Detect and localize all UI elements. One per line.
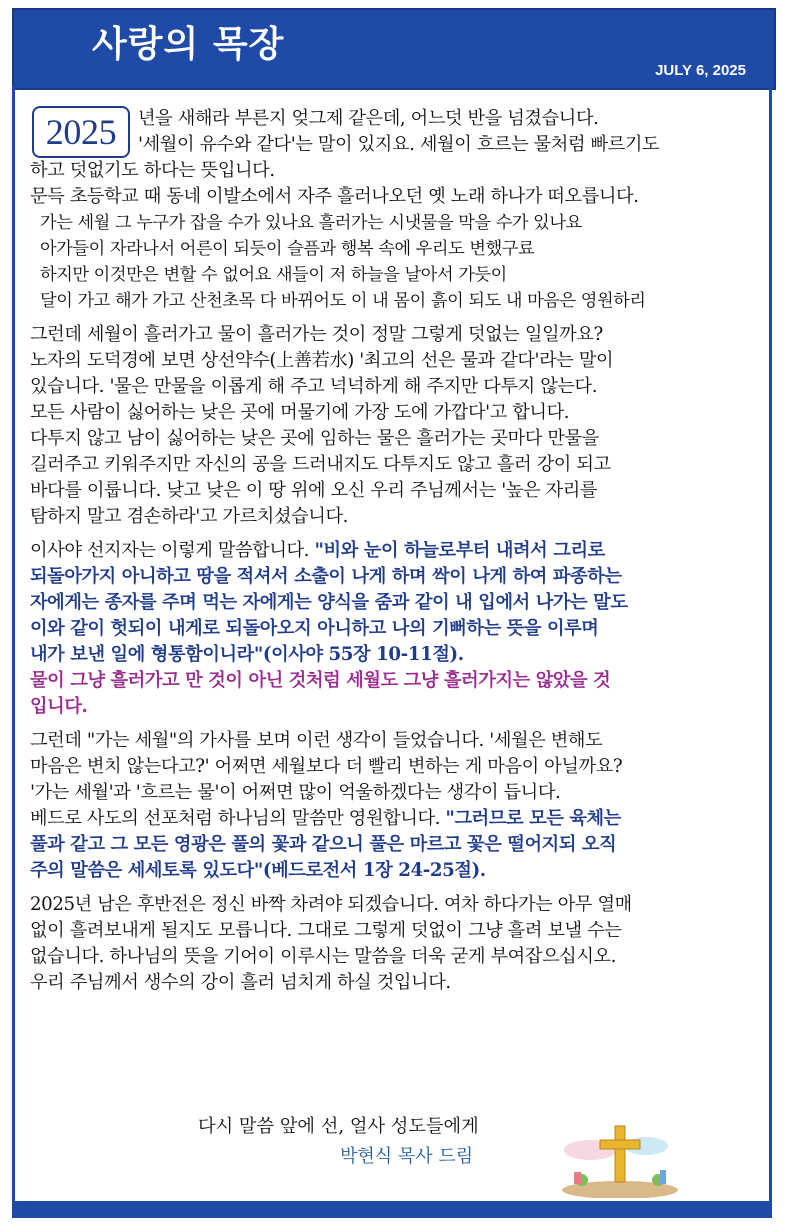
body-line: 없습니다. 하나님의 뜻을 기어이 이루시는 말씀을 더욱 굳게 부여잡으십시오. [30, 946, 617, 967]
body-line: 있습니다. '물은 만물을 이롭게 해 주고 넉넉하게 해 주지만 다투지 않는다. [30, 376, 598, 397]
peter-quote-line: 풀과 같고 그 모든 영광은 풀의 꽃과 같으니 풀은 마르고 꽃은 떨어지되 오직 [30, 834, 617, 855]
highlight-line: 물이 그냥 흘러가고 만 것이 아닌 것처럼 세월도 그냥 흘러가지는 않았을 것 [30, 670, 611, 691]
intro-line: 년을 새해라 부른지 엊그제 같은데, 어느덧 반을 넘겼습니다. [138, 108, 599, 129]
body-line: 탐하지 말고 겸손하라'고 가르치셨습니다. [30, 506, 349, 527]
cross-illustration-icon [560, 1120, 680, 1198]
peter-lead: 베드로 사도의 선포처럼 하나님의 말씀만 영원합니다. [30, 808, 446, 829]
body-line: 그런데 "가는 세월"의 가사를 보며 이런 생각이 들었습니다. '세월은 변해도 [30, 730, 603, 751]
lyric-line: 가는 세월 그 누구가 잡을 수가 있나요 흘러가는 시냇물을 막을 수가 있나요 [40, 213, 582, 233]
body-line: 노자의 도덕경에 보면 상선약수(上善若水) '최고의 선은 물과 같다'라는 말이 [30, 350, 614, 371]
isaiah-quote-line: 자에게는 종자를 주며 먹는 자에게는 양식을 줌과 같이 내 입에서 나가는 말도 [30, 592, 628, 613]
closing-greeting: 다시 말씀 앞에 선, 얼사 성도들에게 [198, 1116, 479, 1137]
body-line: 그런데 세월이 흘러가고 물이 흘러가는 것이 정말 그렇게 덧없는 일일까요? [30, 324, 603, 345]
body-line [30, 538, 756, 564]
peter-paragraph [30, 728, 756, 884]
intro-paragraph [30, 106, 756, 210]
laozi-paragraph [30, 322, 756, 530]
body-line: 우리 주님께서 생수의 강이 흘러 넘치게 하실 것입니다. [30, 972, 451, 993]
peter-quote-line: 주의 말씀은 세세토록 있도다"(베드로전서 1장 24-25절). [30, 860, 486, 881]
song-lyrics [40, 210, 756, 314]
closing-paragraph [30, 892, 756, 996]
body-line: 모든 사람이 싫어하는 낮은 곳에 머물기에 가장 도에 가깝다'고 합니다. [30, 402, 570, 423]
body-line: 없이 흘려보내게 될지도 모릅니다. 그대로 그렇게 덧없이 그냥 흘려 보낼 수는 [30, 920, 622, 941]
highlight-line: 입니다. [30, 696, 88, 717]
intro-line: '세월이 유수와 같다'는 말이 있지요. 세월이 흐르는 물처럼 빠르기도 [138, 134, 660, 155]
signature: 박현식 목사 드림 [340, 1146, 474, 1167]
newsletter-header [12, 8, 776, 90]
body-line: 다투지 않고 남이 싫어하는 낮은 곳에 임하는 물은 흘러가는 곳마다 만물을 [30, 428, 599, 449]
body-line: 2025년 남은 후반전은 정신 바짝 차려야 되겠습니다. 여차 하다가는 아무 열매 [30, 894, 632, 915]
isaiah-paragraph [30, 538, 756, 720]
isaiah-quote-line: 되돌아가지 아니하고 땅을 적셔서 소출이 나게 하며 싹이 나게 하여 파종하는 [30, 566, 622, 587]
lyric-line: 하지만 이것만은 변할 수 없어요 새들이 저 하늘을 날아서 가듯이 [40, 265, 507, 285]
intro-line: 하고 덧없기도 하다는 뜻입니다. [30, 160, 275, 181]
intro-line: 문득 초등학교 때 동네 이발소에서 자주 흘러나오던 옛 노래 하나가 떠오릅니다. [30, 186, 639, 207]
lyric-line: 달이 가고 해가 가고 산천초목 다 바뀌어도 이 내 몸이 흙이 되도 내 마음은 영원하리 [40, 291, 646, 311]
newsletter-title: 사랑의 목장 [92, 24, 285, 65]
body-line: 마음은 변치 않는다고?' 어쩌면 세월보다 더 빨리 변하는 게 마음이 아닐까요? [30, 756, 623, 777]
isaiah-quote-line: 내가 보낸 일에 형통함이니라"(이사야 55장 10-11절). [30, 644, 464, 665]
footer-bar [12, 1202, 772, 1218]
issue-date: JULY 6, 2025 [655, 62, 746, 79]
isaiah-quote-line: 이와 같이 헛되이 내게로 되돌아오지 아니하고 나의 기뻐하는 뜻을 이루며 [30, 618, 599, 639]
isaiah-lead: 이사야 선지자는 이렇게 말씀합니다. [30, 540, 315, 561]
isaiah-quote-start: "비와 눈이 하늘로부터 내려서 그리로 [314, 540, 605, 561]
year-badge: 2025 [32, 106, 130, 158]
peter-quote-start: "그러므로 모든 육체는 [445, 808, 621, 829]
body-line: 바다를 이룹니다. 낮고 낮은 이 땅 위에 오신 우리 주님께서는 '높은 자리를 [30, 480, 598, 501]
article-body [30, 106, 756, 996]
body-line: '가는 세월'과 '흐르는 물'이 어쩌면 많이 억울하겠다는 생각이 듭니다. [30, 782, 561, 803]
body-line: 길러주고 키워주지만 자신의 공을 드러내지도 다투지도 않고 흘러 강이 되고 [30, 454, 611, 475]
lyric-line: 아가들이 자라나서 어른이 되듯이 슬픔과 행복 속에 우리도 변했구료 [40, 239, 535, 259]
body-line [30, 806, 756, 832]
